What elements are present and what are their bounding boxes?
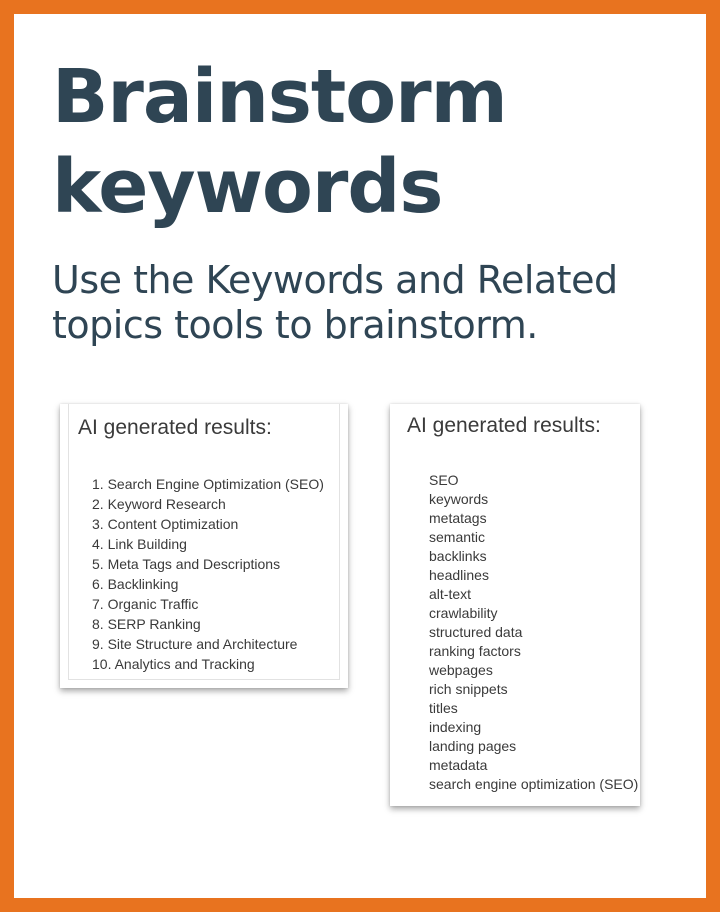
list-item: 1. Search Engine Optimization (SEO) [92, 476, 324, 492]
list-item: headlines [429, 567, 489, 583]
list-item: 6. Backlinking [92, 576, 179, 592]
list-item: search engine optimization (SEO) [429, 776, 639, 792]
list-item: 8. SERP Ranking [92, 616, 201, 632]
numbered-results-panel [60, 404, 348, 688]
slide-subtitle: Use the Keywords and Related topics tools to brainstorm. [52, 258, 618, 347]
list-item: indexing [429, 719, 482, 735]
list-item: webpages [429, 662, 493, 678]
list-item: semantic [429, 529, 486, 545]
list-item: 2. Keyword Research [92, 496, 226, 512]
list-item: structured data [429, 624, 523, 640]
topic-results-panel [390, 404, 640, 806]
list-item: 9. Site Structure and Architecture [92, 636, 298, 652]
panel-heading: AI generated results: [78, 416, 272, 439]
list-item: crawlability [429, 605, 498, 621]
list-item: metatags [429, 510, 487, 526]
list-item: titles [429, 700, 458, 716]
panel-heading: AI generated results: [407, 414, 601, 437]
list-item: 3. Content Optimization [92, 516, 239, 532]
list-item: alt-text [429, 586, 472, 602]
list-item: SEO [429, 472, 459, 488]
slide-title: Brainstorm keywords [52, 54, 507, 230]
list-item: 5. Meta Tags and Descriptions [92, 556, 281, 572]
list-item: 4. Link Building [92, 536, 187, 552]
list-item: ranking factors [429, 643, 521, 659]
topic-results-list [429, 471, 638, 794]
list-item: metadata [429, 757, 488, 773]
list-item: backlinks [429, 548, 487, 564]
list-item: landing pages [429, 738, 517, 754]
list-item: rich snippets [429, 681, 508, 697]
list-item: 10. Analytics and Tracking [92, 656, 255, 672]
list-item: 7. Organic Traffic [92, 596, 199, 612]
list-item: keywords [429, 491, 489, 507]
numbered-results-list [92, 474, 324, 674]
